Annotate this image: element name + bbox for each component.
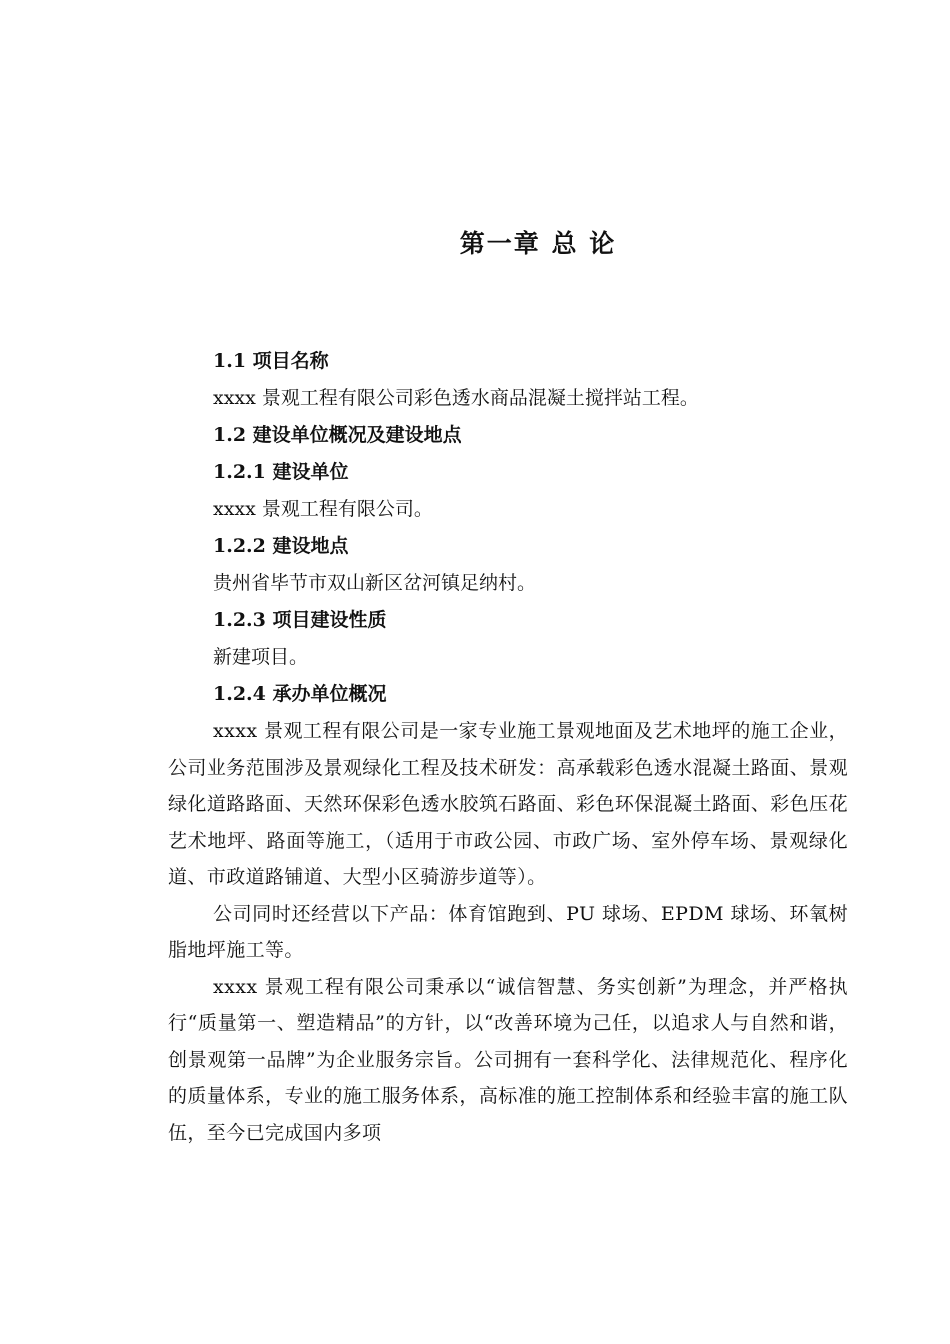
section-heading-1-2-3: 1.2.3 项目建设性质: [213, 609, 387, 631]
project-name-text: xxxx 景观工程有限公司彩色透水商品混凝土搅拌站工程。: [213, 387, 699, 409]
company-overview-paragraph-2: 公司同时还经营以下产品：体育馆跑到、PU 球场、EPDM 球场、环氧树脂地坪施工等。: [168, 902, 848, 961]
section-heading-1-2-1: 1.2.1 建设单位: [213, 461, 349, 483]
nature-text: 新建项目。: [213, 646, 309, 668]
location-text: 贵州省毕节市双山新区岔河镇足纳村。: [213, 572, 537, 594]
builder-text: xxxx 景观工程有限公司。: [213, 498, 433, 520]
company-overview-paragraph-3: xxxx 景观工程有限公司秉承以“诚信智慧、务实创新”为理念，并严格执行“质量第一、塑造精品”的方针，以“改善环境为己任，以追求人与自然和谐，创景观第一品牌”为企业服务宗旨。公司拥有一套科学化、法律规范化、程序化的质量体系，专业的施工服务体系，高标准的施工控制体系和经验丰富的施工队伍，至今已完成国内多项: [168, 975, 848, 1144]
chapter-title: 第一章 总 论: [459, 229, 617, 258]
company-overview-paragraph-1: xxxx 景观工程有限公司是一家专业施工景观地面及艺术地坪的施工企业，公司业务范围涉及景观绿化工程及技术研发：高承载彩色透水混凝土路面、景观绿化道路路面、天然环保彩色透水胶筑石路面、彩色环保混凝土路面、彩色压花艺术地坪、路面等施工，（适用于市政公园、市政广场、室外停车场、景观绿化道、市政道路铺道、大型小区骑游步道等）。: [168, 720, 848, 888]
section-heading-1-1: 1.1 项目名称: [213, 350, 329, 372]
section-heading-1-2-2: 1.2.2 建设地点: [213, 535, 349, 557]
document-body: [168, 343, 848, 1151]
section-heading-1-2-4: 1.2.4 承办单位概况: [213, 683, 387, 705]
section-heading-1-2: 1.2 建设单位概况及建设地点: [213, 424, 462, 446]
